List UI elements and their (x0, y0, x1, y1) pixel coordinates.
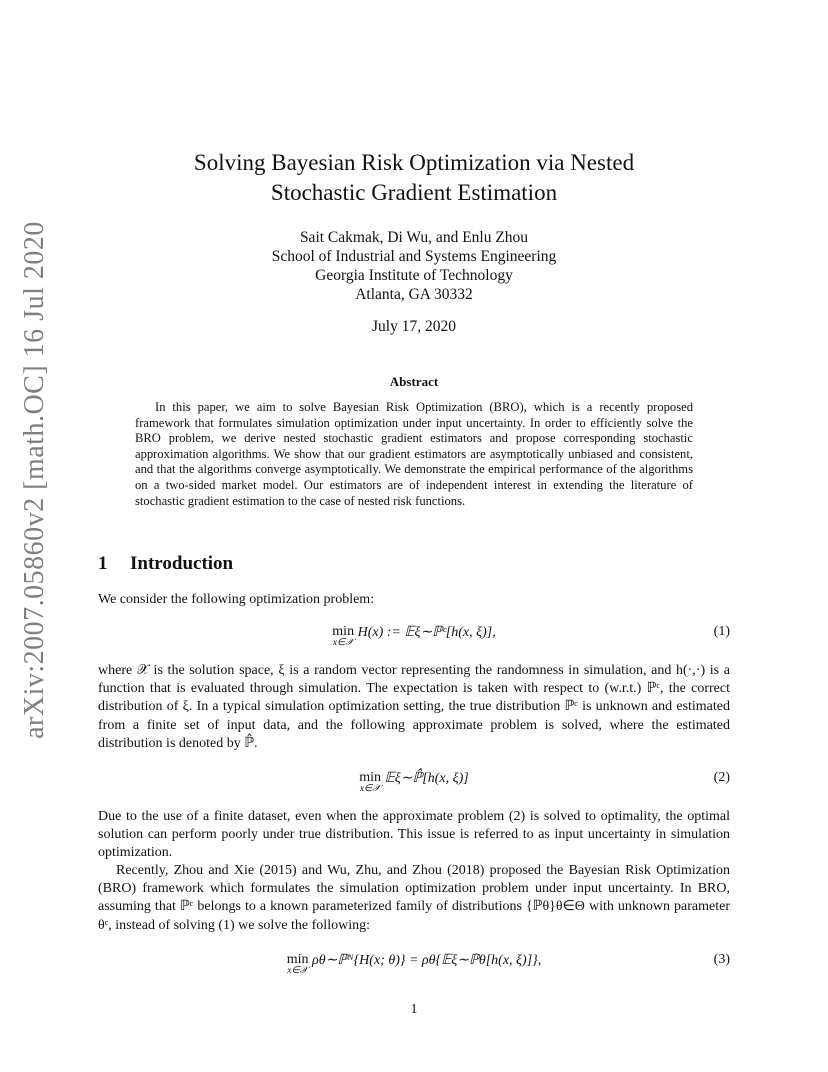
affiliation-location: Atlanta, GA 30332 (355, 286, 473, 303)
paragraph-4: Recently, Zhou and Xie (2015) and Wu, Zhu, and Zhou (2018) proposed the Bayesian Risk Optimization (BRO) framework which formulates the simulation optimization problem under input uncertainty. In BRO, assuming that ℙᶜ belongs to a known parameterized family of distributions {ℙθ}θ∈Θ with unknown parameter θᶜ, instead of solving (1) we solve the following: (98, 863, 730, 933)
section-title: Introduction (130, 553, 234, 574)
equation-2 (98, 770, 730, 806)
section-number: 1 (98, 553, 108, 574)
eq2-min: min (359, 770, 382, 785)
affiliation-school: School of Industrial and Systems Engineering (271, 248, 557, 265)
eq2-body: 𝔼ξ∼ℙ̂[h(x, ξ)] (384, 771, 469, 786)
section-heading (98, 553, 233, 575)
author-block (0, 228, 828, 304)
eq2-label: (2) (713, 770, 730, 785)
arxiv-side-stamp (14, 221, 56, 739)
paper-date: July 17, 2020 (372, 318, 456, 335)
paragraph-1: We consider the following optimization problem: (98, 592, 375, 607)
abstract-heading: Abstract (389, 374, 439, 389)
eq1-label: (1) (713, 624, 730, 639)
paper-title (0, 148, 828, 208)
equation-3 (98, 952, 730, 988)
affiliation-institute: Georgia Institute of Technology (315, 267, 513, 284)
arxiv-identifier: arXiv:2007.05860v2 [math.OC] 16 Jul 2020 (19, 221, 50, 739)
eq1-body: H(x) := 𝔼ξ∼ℙᶜ[h(x, ξ)], (357, 625, 496, 640)
eq1-min: min (332, 624, 355, 639)
paragraph-2: where 𝒳 is the solution space, ξ is a random vector representing the randomness in simulation, and h(·,·) is a function that is evaluated through simulation. The expectation is taken with respect to (w.r.t.) ℙᶜ, the correct distribution of ξ. In a typical simulation optimization setting, the true distribution ℙᶜ is unknown and estimated from a finite set of input data, and the following approximate problem is solved, where the estimated distribution is denoted by ℙ̂. (98, 663, 730, 751)
eq2-subscript: x∈𝒳 (359, 784, 381, 794)
author-names: Sait Cakmak, Di Wu, and Enlu Zhou (299, 229, 529, 246)
title-line-1: Solving Bayesian Risk Optimization via Nested (193, 150, 635, 175)
abstract-text: In this paper, we aim to solve Bayesian Risk Optimization (BRO), which is a recently proposed framework that formulates simulation optimization under input uncertainty. In order to efficiently solve the BRO problem, we derive nested stochastic gradient estimators and propose corresponding stochastic approximation algorithms. We show that our gradient estimators are asymptotically unbiased and consistent, and that the algorithms converge asymptotically. We demonstrate the empirical performance of the algorithms on a two-sided market model. Our estimators are of independent interest in extending the literature of stochastic gradient estimation to the case of nested risk functions. (135, 400, 693, 508)
page-number: 1 (410, 1002, 418, 1017)
eq3-min: min (286, 952, 309, 967)
equation-1 (98, 624, 730, 660)
eq3-subscript: x∈𝒳 (287, 966, 308, 976)
eq1-subscript: x∈𝒳 (332, 638, 354, 648)
eq3-body: ρθ∼ℙᴺ{H(x; θ)} = ρθ{𝔼ξ∼ℙθ[h(x, ξ)]}, (312, 953, 542, 968)
paragraph-3: Due to the use of a finite dataset, even when the approximate problem (2) is solved to optimality, the optimal solution can perform poorly under true distribution. This issue is referred to as input uncertainty in simulation optimization. (98, 809, 730, 861)
title-line-2: Stochastic Gradient Estimation (270, 180, 558, 205)
eq3-label: (3) (713, 952, 730, 967)
